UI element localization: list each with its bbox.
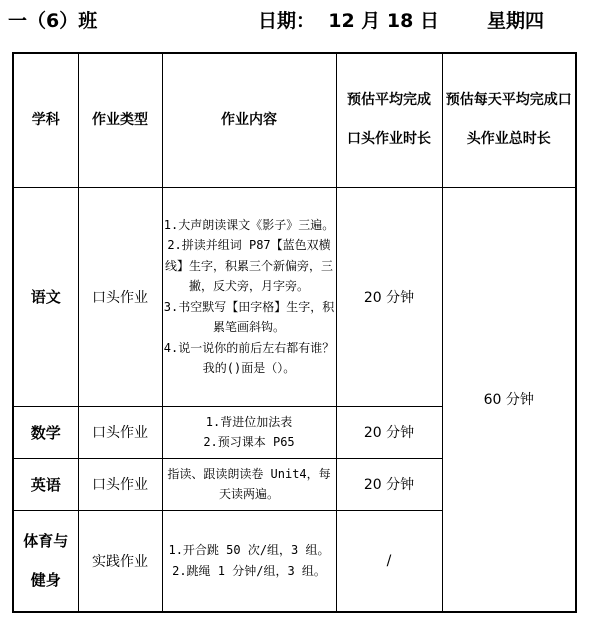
duration-cell: 20 分钟 bbox=[336, 187, 442, 406]
content-line: 1.开合跳 50 次/组，3 组。 bbox=[168, 543, 330, 558]
type-cell: 口头作业 bbox=[78, 458, 162, 510]
content-line: 指读、跟读朗读卷 Unit4，每天读两遍。 bbox=[167, 466, 331, 501]
column-header-avg-duration: 预估平均完成口头作业时长 bbox=[336, 53, 442, 187]
duration-cell: 20 分钟 bbox=[336, 458, 442, 510]
column-header-total-duration: 预估每天平均完成口头作业总时长 bbox=[442, 53, 576, 187]
table-header-row bbox=[13, 53, 576, 187]
type-cell: 口头作业 bbox=[78, 406, 162, 458]
total-duration-cell: 60 分钟 bbox=[442, 187, 576, 612]
subject-cell: 语文 bbox=[13, 187, 78, 406]
content-line: 2.跳绳 1 分钟/组，3 组。 bbox=[172, 563, 326, 578]
content-line: 1.大声朗读课文《影子》三遍。 bbox=[163, 217, 335, 232]
column-header-subject: 学科 bbox=[13, 53, 78, 187]
homework-table bbox=[12, 52, 577, 613]
duration-cell: 20 分钟 bbox=[336, 406, 442, 458]
column-header-type: 作业类型 bbox=[78, 53, 162, 187]
content-line: 2.拼读并组词 P87【蓝色双横线】生字，积累三个新偏旁，三撇，反犬旁，月字旁。 bbox=[164, 238, 333, 293]
content-line: 4.说一说你的前后左右都有谁？我的()面是（）。 bbox=[163, 340, 335, 375]
type-cell: 口头作业 bbox=[78, 187, 162, 406]
type-cell: 实践作业 bbox=[78, 510, 162, 612]
weekday-label: 星期四 bbox=[487, 10, 545, 32]
content-line: 1.背进位加法表 bbox=[205, 414, 293, 429]
content-cell bbox=[162, 406, 336, 458]
duration-cell: / bbox=[336, 510, 442, 612]
content-cell bbox=[162, 187, 336, 406]
class-label: 一（6）班 bbox=[8, 10, 98, 32]
column-header-content: 作业内容 bbox=[162, 53, 336, 187]
subject-cell: 体育与健身 bbox=[13, 510, 78, 612]
content-line: 3.书空默写【田字格】生字，积累笔画斜钩。 bbox=[163, 299, 335, 334]
subject-cell: 英语 bbox=[13, 458, 78, 510]
content-cell bbox=[162, 458, 336, 510]
table-row bbox=[13, 187, 576, 406]
content-line: 2.预习课本 P65 bbox=[203, 435, 295, 449]
content-cell bbox=[162, 510, 336, 612]
subject-cell: 数学 bbox=[13, 406, 78, 458]
date-label: 日期： 12 月 18 日 bbox=[258, 10, 439, 32]
